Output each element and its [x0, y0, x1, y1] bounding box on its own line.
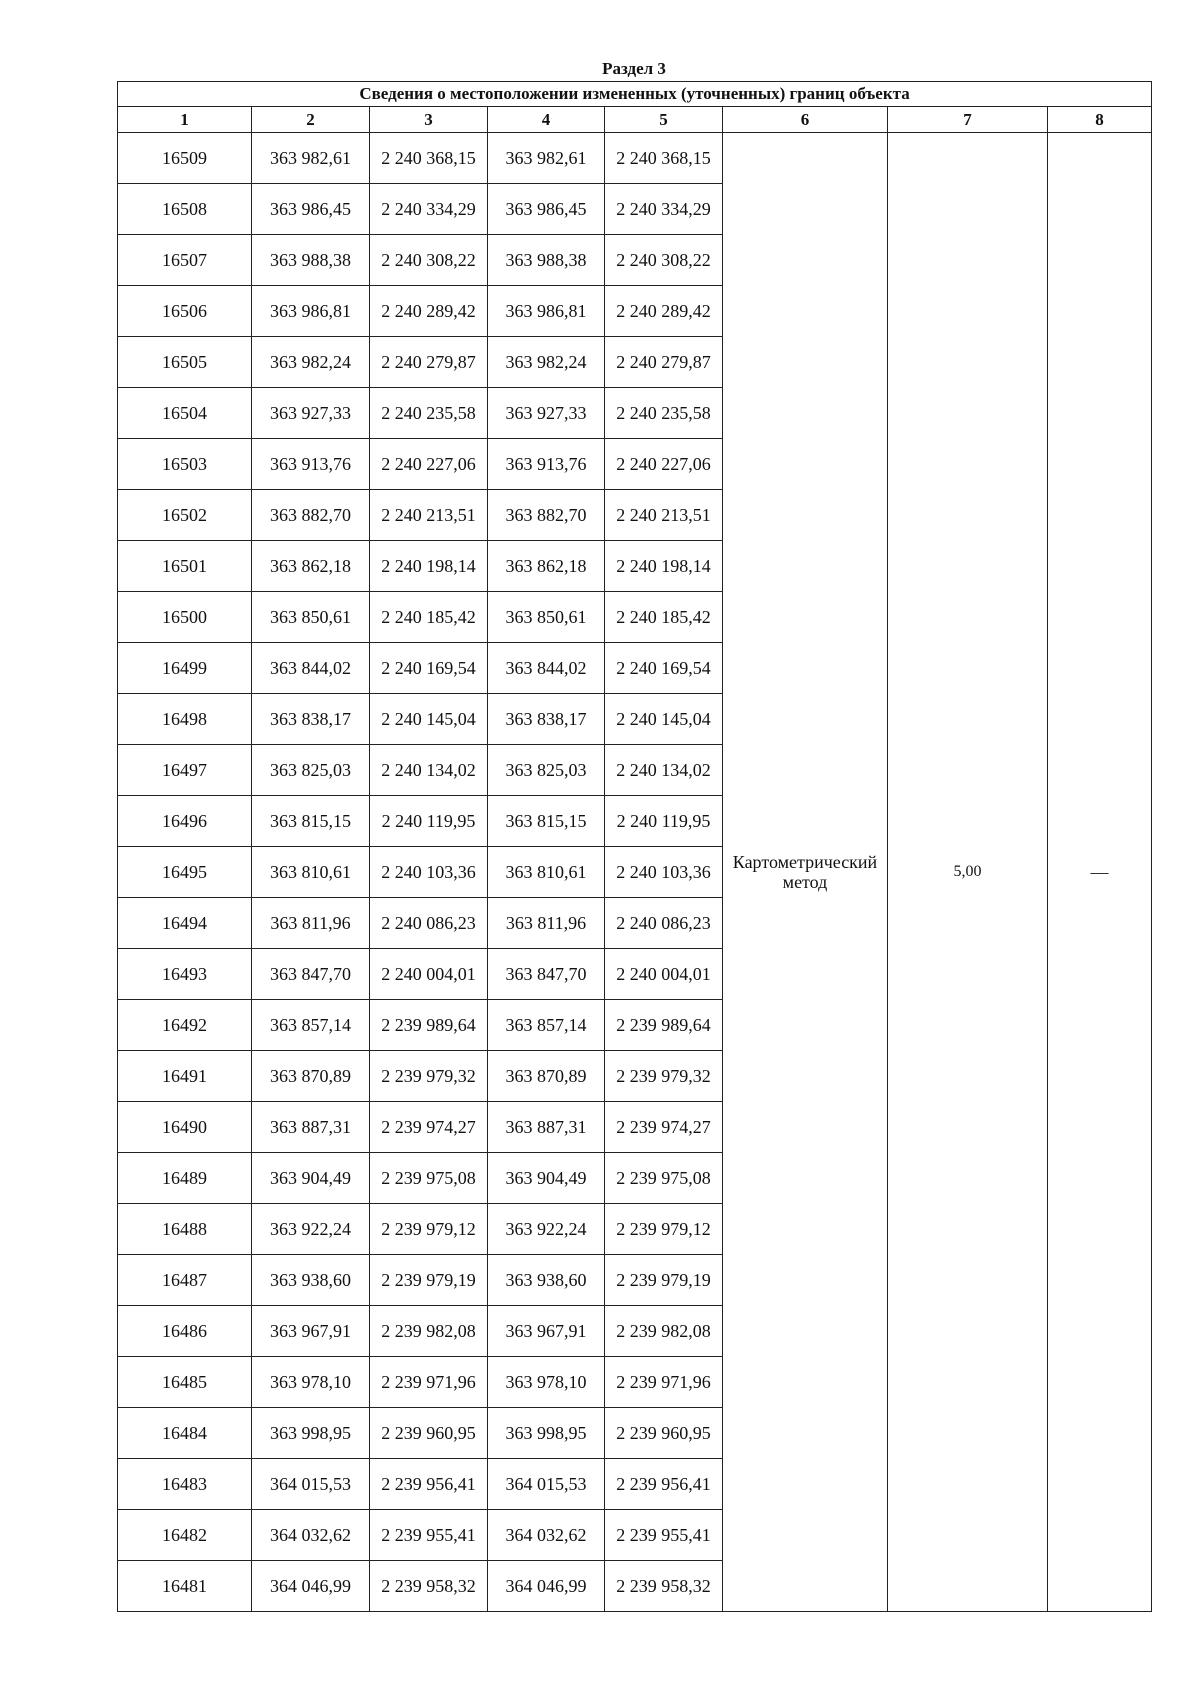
- point-number-cell: 16503: [118, 439, 252, 490]
- coord-x-cell: 363 887,31: [252, 1102, 370, 1153]
- coord-x-cell: 363 862,18: [252, 541, 370, 592]
- coord-x-cell: 363 825,03: [252, 745, 370, 796]
- coord-y-new-cell: 2 240 185,42: [605, 592, 723, 643]
- coord-y-new-cell: 2 239 989,64: [605, 1000, 723, 1051]
- table-title: Сведения о местоположении измененных (уточненных) границ объекта: [118, 82, 1152, 107]
- coord-y-new-cell: 2 239 958,32: [605, 1561, 723, 1612]
- column-number-6: 6: [723, 107, 888, 133]
- coord-x-new-cell: 363 982,61: [488, 133, 605, 184]
- coord-x-new-cell: 363 847,70: [488, 949, 605, 1000]
- coord-x-new-cell: 363 882,70: [488, 490, 605, 541]
- coord-y-cell: 2 240 134,02: [370, 745, 488, 796]
- coord-x-cell: 363 986,81: [252, 286, 370, 337]
- coord-x-cell: 363 904,49: [252, 1153, 370, 1204]
- point-number-cell: 16489: [118, 1153, 252, 1204]
- coord-y-cell: 2 239 975,08: [370, 1153, 488, 1204]
- coord-y-cell: 2 239 979,32: [370, 1051, 488, 1102]
- point-number-cell: 16483: [118, 1459, 252, 1510]
- coord-y-new-cell: 2 240 227,06: [605, 439, 723, 490]
- point-number-cell: 16502: [118, 490, 252, 541]
- column-number-8: 8: [1048, 107, 1152, 133]
- point-number-cell: 16504: [118, 388, 252, 439]
- coord-y-cell: 2 239 979,12: [370, 1204, 488, 1255]
- coord-x-new-cell: 363 857,14: [488, 1000, 605, 1051]
- coord-x-new-cell: 363 870,89: [488, 1051, 605, 1102]
- coord-y-new-cell: 2 240 235,58: [605, 388, 723, 439]
- coord-x-new-cell: 363 913,76: [488, 439, 605, 490]
- coord-y-new-cell: 2 239 979,19: [605, 1255, 723, 1306]
- boundary-coordinates-table: [117, 81, 1152, 1612]
- method-line-2: метод: [782, 872, 828, 892]
- coord-x-new-cell: 363 850,61: [488, 592, 605, 643]
- column-8-cell: —: [1048, 133, 1152, 1612]
- coord-y-new-cell: 2 239 982,08: [605, 1306, 723, 1357]
- coord-x-cell: 363 986,45: [252, 184, 370, 235]
- coord-x-new-cell: 364 046,99: [488, 1561, 605, 1612]
- coord-y-cell: 2 240 119,95: [370, 796, 488, 847]
- coord-y-new-cell: 2 240 103,36: [605, 847, 723, 898]
- coord-y-new-cell: 2 239 960,95: [605, 1408, 723, 1459]
- coord-y-cell: 2 240 334,29: [370, 184, 488, 235]
- coord-x-cell: 363 857,14: [252, 1000, 370, 1051]
- coord-x-cell: 363 988,38: [252, 235, 370, 286]
- coord-x-cell: 363 870,89: [252, 1051, 370, 1102]
- coord-x-new-cell: 363 986,81: [488, 286, 605, 337]
- coord-x-cell: 363 882,70: [252, 490, 370, 541]
- point-number-cell: 16492: [118, 1000, 252, 1051]
- method-cell: [723, 133, 888, 1612]
- coord-y-new-cell: 2 240 213,51: [605, 490, 723, 541]
- point-number-cell: 16482: [118, 1510, 252, 1561]
- coord-x-new-cell: 364 015,53: [488, 1459, 605, 1510]
- coord-y-cell: 2 239 982,08: [370, 1306, 488, 1357]
- point-number-cell: 16484: [118, 1408, 252, 1459]
- coord-x-cell: 363 811,96: [252, 898, 370, 949]
- coord-y-cell: 2 240 004,01: [370, 949, 488, 1000]
- point-number-cell: 16500: [118, 592, 252, 643]
- coord-x-cell: 363 938,60: [252, 1255, 370, 1306]
- coord-x-new-cell: 363 825,03: [488, 745, 605, 796]
- column-number-2: 2: [252, 107, 370, 133]
- point-number-cell: 16506: [118, 286, 252, 337]
- point-number-cell: 16505: [118, 337, 252, 388]
- coord-y-new-cell: 2 240 119,95: [605, 796, 723, 847]
- coord-y-cell: 2 239 955,41: [370, 1510, 488, 1561]
- point-number-cell: 16509: [118, 133, 252, 184]
- point-number-cell: 16493: [118, 949, 252, 1000]
- coord-x-cell: 363 978,10: [252, 1357, 370, 1408]
- coord-y-new-cell: 2 240 368,15: [605, 133, 723, 184]
- coord-y-cell: 2 239 956,41: [370, 1459, 488, 1510]
- point-number-cell: 16495: [118, 847, 252, 898]
- coord-y-cell: 2 240 103,36: [370, 847, 488, 898]
- coord-x-new-cell: 363 844,02: [488, 643, 605, 694]
- table-body: [118, 133, 1152, 1612]
- coord-y-cell: 2 240 198,14: [370, 541, 488, 592]
- point-number-cell: 16490: [118, 1102, 252, 1153]
- coord-x-new-cell: 363 815,15: [488, 796, 605, 847]
- column-number-7: 7: [888, 107, 1048, 133]
- coord-y-cell: 2 239 974,27: [370, 1102, 488, 1153]
- point-number-cell: 16488: [118, 1204, 252, 1255]
- point-number-cell: 16507: [118, 235, 252, 286]
- coord-x-new-cell: 363 862,18: [488, 541, 605, 592]
- coord-y-new-cell: 2 240 004,01: [605, 949, 723, 1000]
- point-number-cell: 16508: [118, 184, 252, 235]
- section-title: Раздел 3: [602, 59, 666, 78]
- coord-y-new-cell: 2 240 145,04: [605, 694, 723, 745]
- column-number-1: 1: [118, 107, 252, 133]
- coord-x-new-cell: 363 998,95: [488, 1408, 605, 1459]
- coord-x-cell: 363 967,91: [252, 1306, 370, 1357]
- coord-y-cell: 2 239 979,19: [370, 1255, 488, 1306]
- coord-y-cell: 2 240 169,54: [370, 643, 488, 694]
- coord-y-new-cell: 2 239 956,41: [605, 1459, 723, 1510]
- coord-x-cell: 363 847,70: [252, 949, 370, 1000]
- point-number-cell: 16496: [118, 796, 252, 847]
- point-number-cell: 16497: [118, 745, 252, 796]
- coord-x-cell: 363 844,02: [252, 643, 370, 694]
- coord-x-new-cell: 363 922,24: [488, 1204, 605, 1255]
- coord-y-new-cell: 2 240 334,29: [605, 184, 723, 235]
- coord-x-new-cell: 363 927,33: [488, 388, 605, 439]
- coord-y-cell: 2 240 227,06: [370, 439, 488, 490]
- point-number-cell: 16485: [118, 1357, 252, 1408]
- coord-y-new-cell: 2 240 134,02: [605, 745, 723, 796]
- coord-y-cell: 2 240 279,87: [370, 337, 488, 388]
- coord-y-cell: 2 240 213,51: [370, 490, 488, 541]
- column-number-row: [118, 107, 1152, 133]
- coord-y-new-cell: 2 239 975,08: [605, 1153, 723, 1204]
- coord-y-new-cell: 2 240 086,23: [605, 898, 723, 949]
- coord-y-new-cell: 2 240 308,22: [605, 235, 723, 286]
- coord-x-new-cell: 363 938,60: [488, 1255, 605, 1306]
- coord-x-cell: 363 982,61: [252, 133, 370, 184]
- accuracy-cell: 5,00: [888, 133, 1048, 1612]
- coord-y-new-cell: 2 239 971,96: [605, 1357, 723, 1408]
- coord-x-cell: 364 032,62: [252, 1510, 370, 1561]
- coord-y-new-cell: 2 239 955,41: [605, 1510, 723, 1561]
- point-number-cell: 16481: [118, 1561, 252, 1612]
- coord-y-new-cell: 2 240 289,42: [605, 286, 723, 337]
- coord-y-cell: 2 240 308,22: [370, 235, 488, 286]
- coord-x-new-cell: 363 967,91: [488, 1306, 605, 1357]
- coord-y-new-cell: 2 240 169,54: [605, 643, 723, 694]
- column-number-4: 4: [488, 107, 605, 133]
- coord-x-new-cell: 363 838,17: [488, 694, 605, 745]
- coord-x-new-cell: 363 810,61: [488, 847, 605, 898]
- coord-y-new-cell: 2 240 198,14: [605, 541, 723, 592]
- column-number-5: 5: [605, 107, 723, 133]
- coord-x-new-cell: 363 982,24: [488, 337, 605, 388]
- coord-y-cell: 2 239 971,96: [370, 1357, 488, 1408]
- column-number-3: 3: [370, 107, 488, 133]
- coord-x-new-cell: 363 978,10: [488, 1357, 605, 1408]
- coord-y-cell: 2 240 289,42: [370, 286, 488, 337]
- coord-x-cell: 363 982,24: [252, 337, 370, 388]
- coord-x-new-cell: 363 811,96: [488, 898, 605, 949]
- coord-y-new-cell: 2 240 279,87: [605, 337, 723, 388]
- coord-x-new-cell: 363 986,45: [488, 184, 605, 235]
- coord-y-new-cell: 2 239 979,32: [605, 1051, 723, 1102]
- coord-y-cell: 2 240 145,04: [370, 694, 488, 745]
- point-number-cell: 16486: [118, 1306, 252, 1357]
- point-number-cell: 16487: [118, 1255, 252, 1306]
- coord-y-new-cell: 2 239 974,27: [605, 1102, 723, 1153]
- point-number-cell: 16498: [118, 694, 252, 745]
- coord-x-cell: 363 838,17: [252, 694, 370, 745]
- coord-x-cell: 364 015,53: [252, 1459, 370, 1510]
- coord-y-cell: 2 239 958,32: [370, 1561, 488, 1612]
- coord-x-cell: 363 922,24: [252, 1204, 370, 1255]
- coord-x-cell: 363 850,61: [252, 592, 370, 643]
- point-number-cell: 16499: [118, 643, 252, 694]
- coord-x-new-cell: 363 887,31: [488, 1102, 605, 1153]
- coord-y-cell: 2 240 235,58: [370, 388, 488, 439]
- coord-y-cell: 2 240 368,15: [370, 133, 488, 184]
- coord-x-cell: 364 046,99: [252, 1561, 370, 1612]
- coord-x-new-cell: 363 988,38: [488, 235, 605, 286]
- coord-x-cell: 363 815,15: [252, 796, 370, 847]
- method-line-1: Картометрический: [732, 852, 878, 872]
- point-number-cell: 16491: [118, 1051, 252, 1102]
- coord-x-cell: 363 810,61: [252, 847, 370, 898]
- coord-x-cell: 363 998,95: [252, 1408, 370, 1459]
- coord-x-new-cell: 363 904,49: [488, 1153, 605, 1204]
- coord-y-cell: 2 239 960,95: [370, 1408, 488, 1459]
- coord-x-cell: 363 927,33: [252, 388, 370, 439]
- coord-y-cell: 2 240 185,42: [370, 592, 488, 643]
- coord-y-cell: 2 239 989,64: [370, 1000, 488, 1051]
- point-number-cell: 16494: [118, 898, 252, 949]
- coord-x-cell: 363 913,76: [252, 439, 370, 490]
- table-row: [118, 133, 1152, 184]
- coord-y-cell: 2 240 086,23: [370, 898, 488, 949]
- point-number-cell: 16501: [118, 541, 252, 592]
- coord-y-new-cell: 2 239 979,12: [605, 1204, 723, 1255]
- coord-x-new-cell: 364 032,62: [488, 1510, 605, 1561]
